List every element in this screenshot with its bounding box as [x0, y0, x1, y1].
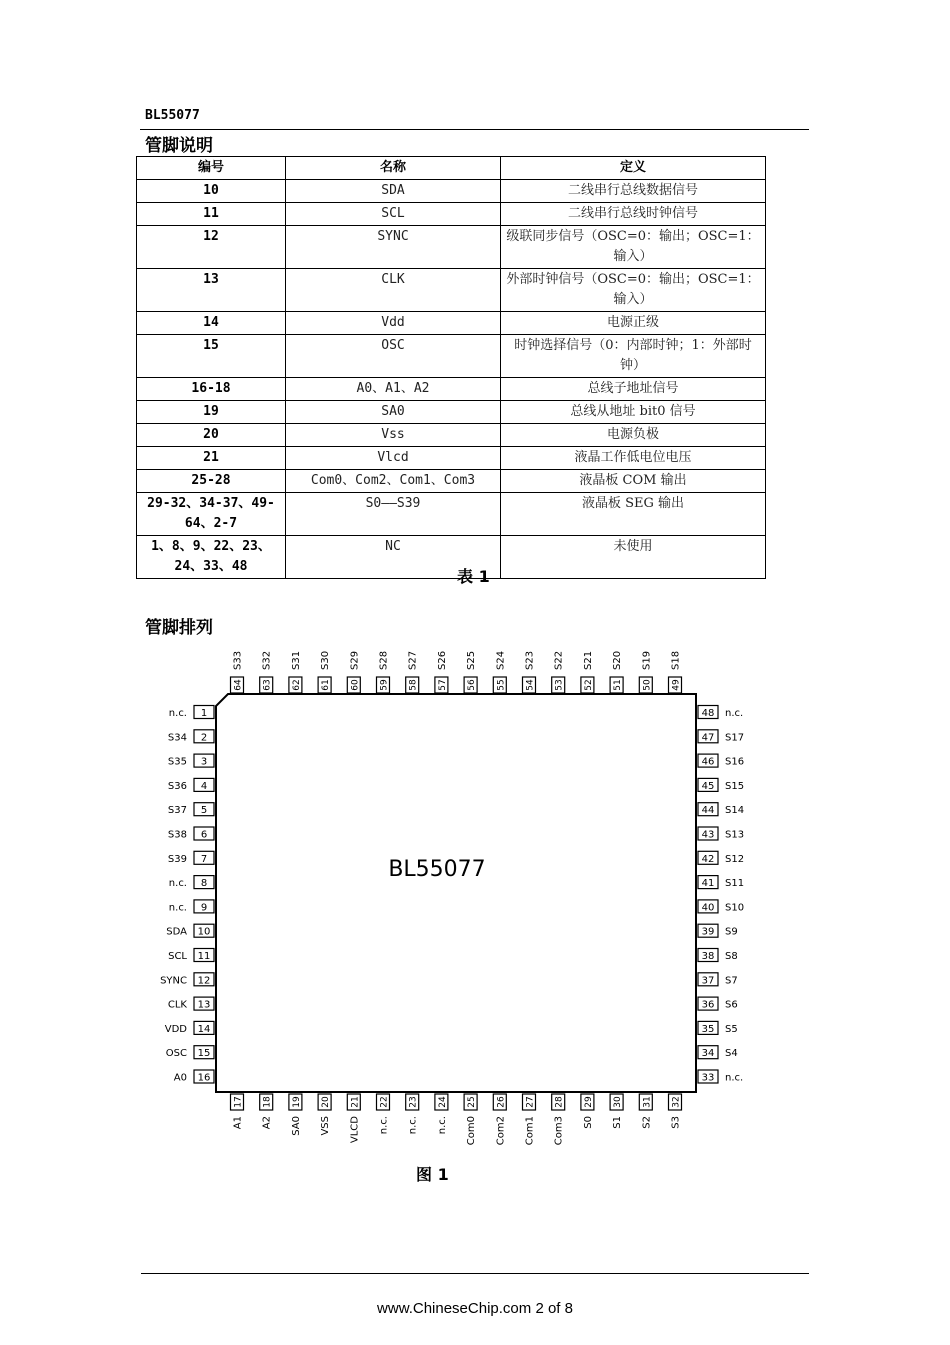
pin-name: S15	[725, 780, 745, 792]
pin-name-cell: S0——S39	[286, 493, 501, 536]
pin-number-cell: 25-28	[137, 470, 286, 493]
pin-number-cell: 19	[137, 401, 286, 424]
pin-name: S7	[725, 975, 738, 987]
pin-name-cell: SYNC	[286, 226, 501, 269]
pin-name: n.c.	[168, 708, 187, 719]
pin-name: VSS	[320, 1116, 332, 1136]
pin-name-cell: Vss	[286, 424, 501, 447]
chip-label: BL55077	[388, 857, 486, 882]
pin-number-cell: 21	[137, 447, 286, 470]
document-header: BL55077	[145, 108, 200, 123]
pin-name: n.c.	[378, 1116, 390, 1135]
pin-name: S38	[167, 829, 187, 841]
pin-number: 31	[642, 1096, 653, 1108]
pin-number: 6	[200, 829, 208, 841]
pin-number-cell: 1、8、9、22、23、24、33、48	[137, 536, 286, 579]
pin-number: 62	[291, 679, 302, 691]
pin-number: 58	[408, 679, 419, 691]
pin-definition-cell: 液晶板 COM 输出	[501, 470, 766, 493]
pin-name: S6	[725, 999, 738, 1011]
pin-definition-cell: 二线串行总线数据信号	[501, 180, 766, 203]
pin-number: 64	[233, 679, 244, 691]
pin-number: 49	[671, 679, 682, 691]
pin-number: 19	[291, 1096, 302, 1108]
pin-number: 52	[583, 679, 594, 691]
pin-number-cell: 20	[137, 424, 286, 447]
pin-number: 45	[701, 780, 715, 792]
pin-name: Com3	[553, 1116, 565, 1146]
pin-name: S30	[320, 650, 332, 670]
pin-number: 13	[197, 999, 211, 1011]
pin-definition-cell: 电源负极	[501, 424, 766, 447]
pin-number: 42	[701, 853, 715, 865]
pin-name: Com0	[466, 1116, 478, 1146]
pin-number: 20	[321, 1096, 332, 1108]
pin-name: S16	[725, 756, 745, 768]
pin-number: 56	[467, 679, 478, 691]
pin-name: S8	[725, 951, 738, 962]
pin-number: 29	[583, 1096, 594, 1108]
pin-number-cell: 29-32、34-37、49-64、2-7	[137, 493, 286, 536]
pin-definition-cell: 液晶工作低电位电压	[501, 447, 766, 470]
pin-name: S27	[407, 650, 419, 670]
pin-number: 33	[701, 1072, 715, 1084]
pin-name-cell: CLK	[286, 269, 501, 312]
pin-number: 48	[701, 708, 715, 719]
pin-name: SA0	[290, 1116, 302, 1136]
pin-layout-title: 管脚排列	[145, 618, 213, 638]
pin-name: S35	[167, 756, 187, 768]
pin-definition-cell: 时钟选择信号（0：内部时钟；1：外部时钟）	[501, 335, 766, 378]
pin-number-cell: 12	[137, 226, 286, 269]
pin-number: 41	[701, 878, 715, 890]
pin-definition-cell: 外部时钟信号（OSC=0：输出；OSC=1：输入）	[501, 269, 766, 312]
pin-number: 40	[701, 902, 715, 914]
pin-name: S2	[641, 1116, 653, 1129]
pin-number: 34	[701, 1048, 715, 1060]
pin-name: S36	[167, 780, 187, 792]
pin-name: Com2	[495, 1116, 507, 1146]
pin-name: S21	[582, 650, 594, 670]
pin-number: 50	[642, 679, 653, 691]
pin-name-cell: Vlcd	[286, 447, 501, 470]
pin-name: S4	[725, 1048, 738, 1060]
pin-number: 63	[262, 679, 273, 691]
pin-number: 32	[671, 1096, 682, 1108]
pin-name: S1	[612, 1116, 624, 1129]
pin-name: S26	[436, 650, 448, 670]
pin-name: n.c.	[725, 708, 744, 719]
footer-site: www.ChineseChip.com	[377, 1300, 532, 1317]
pin-number: 2	[200, 732, 208, 744]
pin-name: S39	[167, 853, 187, 865]
pin-number: 27	[525, 1096, 536, 1108]
pin-number: 51	[613, 679, 624, 691]
column-header: 名称	[286, 157, 501, 180]
pin-name: S13	[725, 829, 745, 841]
pin-number: 61	[321, 679, 332, 691]
pin-name: S11	[725, 878, 745, 890]
pin-name: S31	[290, 650, 302, 670]
pin-number: 38	[701, 951, 715, 962]
column-header: 定义	[501, 157, 766, 180]
pin-number: 1	[200, 708, 208, 719]
pin-number-cell: 16-18	[137, 378, 286, 401]
pin-number-cell: 15	[137, 335, 286, 378]
pin-number: 16	[197, 1072, 211, 1084]
pin-name-cell: Com0、Com2、Com1、Com3	[286, 470, 501, 493]
pin-number: 15	[197, 1048, 211, 1060]
chip-body	[216, 694, 696, 1092]
pin-name-cell: Vdd	[286, 312, 501, 335]
pin-name: n.c.	[725, 1072, 744, 1084]
pin-name: S18	[670, 650, 682, 670]
pin-name: SYNC	[160, 975, 187, 987]
pin-name: VLCD	[349, 1116, 361, 1144]
pin-number: 43	[701, 829, 715, 841]
pin-number-cell: 14	[137, 312, 286, 335]
pin-number: 17	[233, 1096, 244, 1108]
pin-name: SCL	[168, 951, 187, 962]
pin-name: S12	[725, 853, 745, 865]
footer-page: 2 of 8	[535, 1300, 573, 1317]
pin-name: S37	[167, 805, 187, 817]
pin-definition-cell: 液晶板 SEG 输出	[501, 493, 766, 536]
pin-number-cell: 11	[137, 203, 286, 226]
footer-rule	[141, 1273, 809, 1274]
pin-number: 26	[496, 1096, 507, 1108]
pin-name: S29	[349, 650, 361, 670]
pin-name: S14	[725, 805, 745, 817]
pin-number-cell: 10	[137, 180, 286, 203]
pin-number: 10	[197, 926, 211, 938]
pin-name: S17	[725, 732, 745, 744]
pin-name: SDA	[166, 926, 187, 938]
pin-name: S0	[582, 1116, 594, 1129]
pin-definition-cell: 总线子地址信号	[501, 378, 766, 401]
pin-description-title: 管脚说明	[145, 136, 213, 156]
column-header: 编号	[137, 157, 286, 180]
pin-number: 24	[437, 1096, 448, 1108]
pin-name: Com1	[524, 1116, 536, 1146]
pin-name: S24	[495, 650, 507, 670]
pin-number: 5	[200, 805, 208, 817]
pin-name: A1	[232, 1116, 244, 1130]
table-caption: 表 1	[457, 567, 490, 586]
pin-number: 55	[496, 679, 507, 691]
pin-number: 12	[197, 975, 211, 987]
pin-name: n.c.	[168, 878, 187, 890]
pin-name-cell: NC	[286, 536, 501, 579]
pin-number: 22	[379, 1096, 390, 1108]
pin-number: 7	[200, 853, 208, 865]
pin-name: S34	[167, 732, 187, 744]
pin-name: n.c.	[436, 1116, 448, 1135]
pin-number: 39	[701, 926, 715, 938]
pin-name: S22	[553, 650, 565, 670]
pin-definition-cell: 电源正级	[501, 312, 766, 335]
figure-caption: 图 1	[416, 1165, 449, 1184]
pin-name: S28	[378, 650, 390, 670]
pin-name: S10	[725, 902, 745, 914]
pin-number: 37	[701, 975, 715, 987]
pin-number: 30	[613, 1096, 624, 1108]
pin-name: A0	[173, 1072, 187, 1084]
pin-name: S32	[261, 650, 273, 670]
pin-number-cell: 13	[137, 269, 286, 312]
pin-number: 46	[701, 756, 715, 768]
pin-number: 23	[408, 1096, 419, 1108]
pin-name-cell: A0、A1、A2	[286, 378, 501, 401]
pin-number: 21	[350, 1096, 361, 1108]
pin-number: 18	[262, 1096, 273, 1108]
pin-definition-cell: 未使用	[501, 536, 766, 579]
page-footer	[0, 1300, 950, 1317]
pin-name: S23	[524, 650, 536, 670]
pin-number: 36	[701, 999, 715, 1011]
pin-number: 14	[197, 1023, 211, 1035]
pin-number: 44	[701, 805, 715, 817]
pin-number: 57	[437, 679, 448, 691]
pin-number: 59	[379, 679, 390, 691]
pin-name: S3	[670, 1116, 682, 1129]
pin-number: 4	[200, 780, 208, 792]
pin-number: 8	[200, 878, 208, 890]
pin-number: 9	[200, 902, 208, 914]
pin-name-cell: SCL	[286, 203, 501, 226]
pin-name-cell: OSC	[286, 335, 501, 378]
pin-name: S19	[641, 650, 653, 670]
pin-number: 53	[554, 679, 565, 691]
pin-name: n.c.	[407, 1116, 419, 1135]
pin-definition-cell: 二线串行总线时钟信号	[501, 203, 766, 226]
pin-number: 47	[701, 732, 715, 744]
pin-name: VDD	[164, 1023, 187, 1035]
pin-name-cell: SDA	[286, 180, 501, 203]
pin-name: S33	[232, 650, 244, 670]
pin-definition-cell: 总线从地址 bit0 信号	[501, 401, 766, 424]
pin-name: CLK	[167, 999, 187, 1011]
pin-name: A2	[261, 1116, 273, 1130]
pin-number: 11	[197, 951, 211, 962]
pin-name: S20	[612, 650, 624, 670]
pin-name: S5	[725, 1023, 738, 1035]
pin-number: 35	[701, 1023, 715, 1035]
pin-name: n.c.	[168, 902, 187, 914]
pin-name: OSC	[165, 1048, 187, 1060]
pin-number: 3	[200, 756, 208, 768]
pin-name: S9	[725, 926, 738, 938]
pin-number: 25	[467, 1096, 478, 1108]
pin-number: 28	[554, 1096, 565, 1108]
pin-number: 60	[350, 679, 361, 691]
pin-definition-cell: 级联同步信号（OSC=0：输出；OSC=1：输入）	[501, 226, 766, 269]
pin-number: 54	[525, 679, 536, 691]
pin-name: S25	[466, 650, 478, 670]
pin-name-cell: SA0	[286, 401, 501, 424]
